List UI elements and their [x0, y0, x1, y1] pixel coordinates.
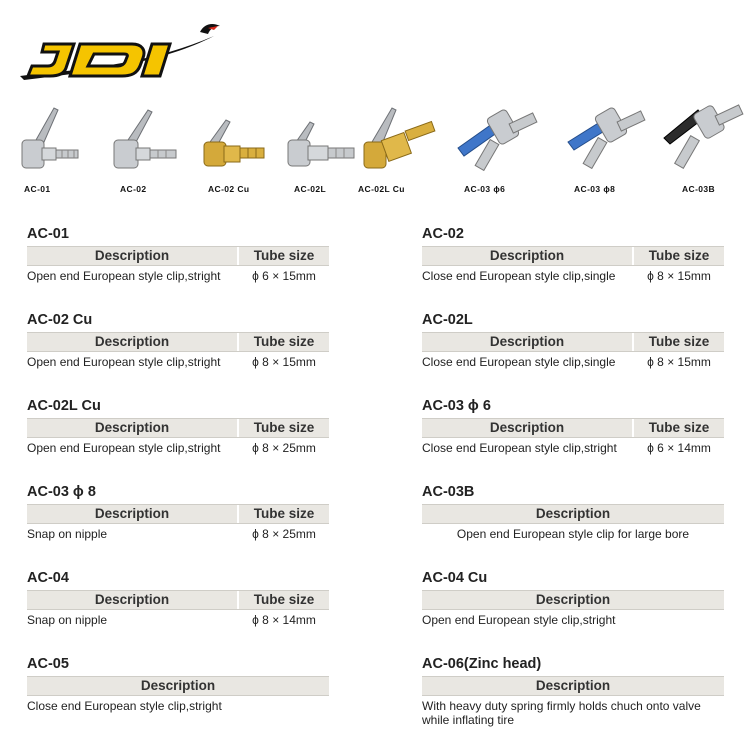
- spec-row: [27, 438, 329, 458]
- spec-header: [422, 332, 724, 352]
- spec-code: AC-06(Zinc head): [422, 656, 542, 672]
- spec-row: [27, 696, 329, 716]
- spec-description: Snap on nipple: [27, 527, 108, 541]
- product-label: AC-02L Cu: [358, 184, 405, 194]
- spec-code: AC-01: [27, 226, 69, 242]
- spec-description: With heavy duty spring firmly holds chuch onto valve while inflating tire: [422, 699, 701, 727]
- spec-description: Open end European style clip,stright: [27, 355, 221, 369]
- description-header: Description: [27, 505, 239, 523]
- spec-row: [27, 524, 329, 544]
- brass-long-clip-chuck-icon: [356, 96, 448, 182]
- spec-header: [27, 246, 329, 266]
- description-header: Description: [27, 333, 239, 351]
- product-label: AC-03 ϕ6: [464, 184, 506, 194]
- spec-description: Open end European style clip,stright: [27, 269, 221, 283]
- product-label: AC-01: [24, 184, 51, 194]
- spec-description: Close end European style clip,single: [422, 269, 616, 283]
- spec-description: Close end European style clip,stright: [422, 441, 617, 455]
- spec-tube-size: ϕ 8 × 25mm: [252, 527, 316, 541]
- description-header: Description: [535, 592, 611, 607]
- tube-size-header: Tube size: [648, 334, 710, 349]
- spec-tube-size: ϕ 8 × 15mm: [647, 355, 711, 369]
- spec-tube-size: ϕ 6 × 14mm: [647, 441, 711, 455]
- spec-tube-size: ϕ 8 × 15mm: [647, 269, 711, 283]
- spec-ac-03b: [422, 483, 724, 544]
- spec-row: [27, 352, 329, 372]
- spec-ac-06: [422, 655, 724, 730]
- spec-row: [422, 266, 724, 286]
- tube-size-header: Tube size: [253, 248, 315, 263]
- spec-ac-04: [27, 569, 329, 630]
- product-label: AC-03B: [682, 184, 716, 194]
- spec-description: Snap on nipple: [27, 613, 108, 627]
- product-ac-03-8: [562, 96, 654, 200]
- spec-header: [422, 676, 724, 696]
- spec-ac-02l-cu: [27, 397, 329, 458]
- spec-header: [422, 246, 724, 266]
- spec-tube-size: ϕ 8 × 15mm: [252, 355, 316, 369]
- spec-ac-04-cu: [422, 569, 724, 630]
- description-header: Description: [27, 419, 239, 437]
- spec-description: Open end European style clip,stright: [422, 613, 616, 627]
- spec-row: [27, 266, 329, 286]
- description-header: Description: [140, 678, 216, 693]
- spec-description: Open end European style clip for large bore: [456, 527, 690, 541]
- spec-code: AC-02: [422, 226, 464, 242]
- blue-lever-chuck-icon: [562, 96, 654, 182]
- description-header: Description: [422, 419, 634, 437]
- spec-row: [422, 524, 724, 544]
- product-label: AC-03 ϕ8: [574, 184, 616, 194]
- spec-description: Open end European style clip,stright: [27, 441, 221, 455]
- tube-size-header: Tube size: [253, 334, 315, 349]
- spec-header: [422, 418, 724, 438]
- spec-ac-02-cu: [27, 311, 329, 372]
- blue-lever-chuck-icon: [452, 96, 544, 182]
- spec-row: [422, 696, 724, 730]
- product-ac-02-cu: [196, 96, 288, 200]
- brass-clip-chuck-icon: [196, 96, 288, 182]
- close-clip-chuck-icon: [104, 96, 196, 182]
- open-clip-chuck-icon: [10, 96, 102, 182]
- description-header: Description: [535, 678, 611, 693]
- product-label: AC-02 Cu: [208, 184, 250, 194]
- spec-row: [422, 610, 724, 630]
- spec-code: AC-04: [27, 570, 69, 586]
- spec-code: AC-03B: [422, 484, 475, 500]
- spec-header: [27, 418, 329, 438]
- spec-tube-size: ϕ 8 × 14mm: [252, 613, 316, 627]
- spec-code: AC-02 Cu: [27, 312, 93, 328]
- spec-header: [422, 504, 724, 524]
- spec-row: [422, 438, 724, 458]
- description-header: Description: [27, 247, 239, 265]
- spec-ac-05: [27, 655, 329, 716]
- jdi-logo: [14, 14, 224, 84]
- description-header: Description: [422, 247, 634, 265]
- tube-size-header: Tube size: [253, 420, 315, 435]
- product-ac-02l-cu: [356, 96, 448, 200]
- spec-code: AC-04 Cu: [422, 570, 488, 586]
- product-ac-03-6: [452, 96, 544, 200]
- spec-ac-03-8: [27, 483, 329, 544]
- spec-header: [27, 676, 329, 696]
- spec-description: Close end European style clip,single: [422, 355, 616, 369]
- spec-ac-02l: [422, 311, 724, 372]
- spec-code: AC-03 ϕ 8: [27, 484, 96, 500]
- spec-header: [27, 332, 329, 352]
- product-ac-01: [10, 96, 102, 200]
- spec-code: AC-02L: [422, 312, 473, 328]
- tube-size-header: Tube size: [253, 506, 315, 521]
- spec-row: [422, 352, 724, 372]
- spec-code: AC-02L Cu: [27, 398, 101, 414]
- spec-header: [422, 590, 724, 610]
- spec-tube-size: ϕ 8 × 25mm: [252, 441, 316, 455]
- spec-ac-01: [27, 225, 329, 286]
- product-label: AC-02L: [294, 184, 327, 194]
- spec-description: Close end European style clip,stright: [27, 699, 222, 713]
- spec-header: [27, 590, 329, 610]
- product-ac-03b: [658, 96, 750, 200]
- product-ac-02: [104, 96, 196, 200]
- spec-code: AC-05: [27, 656, 69, 672]
- tube-size-header: Tube size: [253, 592, 315, 607]
- description-header: Description: [27, 591, 239, 609]
- tube-size-header: Tube size: [648, 248, 710, 263]
- spec-tube-size: ϕ 6 × 15mm: [252, 269, 316, 283]
- product-label: AC-02: [120, 184, 147, 194]
- spec-code: AC-03 ϕ 6: [422, 398, 491, 414]
- description-header: Description: [422, 333, 634, 351]
- description-header: Description: [535, 506, 611, 521]
- spec-header: [27, 504, 329, 524]
- spec-ac-02: [422, 225, 724, 286]
- tube-size-header: Tube size: [648, 420, 710, 435]
- black-lever-chuck-icon: [658, 96, 750, 182]
- spec-ac-03-6: [422, 397, 724, 458]
- jdi-logo-icon: [14, 14, 224, 84]
- spec-row: [27, 610, 329, 630]
